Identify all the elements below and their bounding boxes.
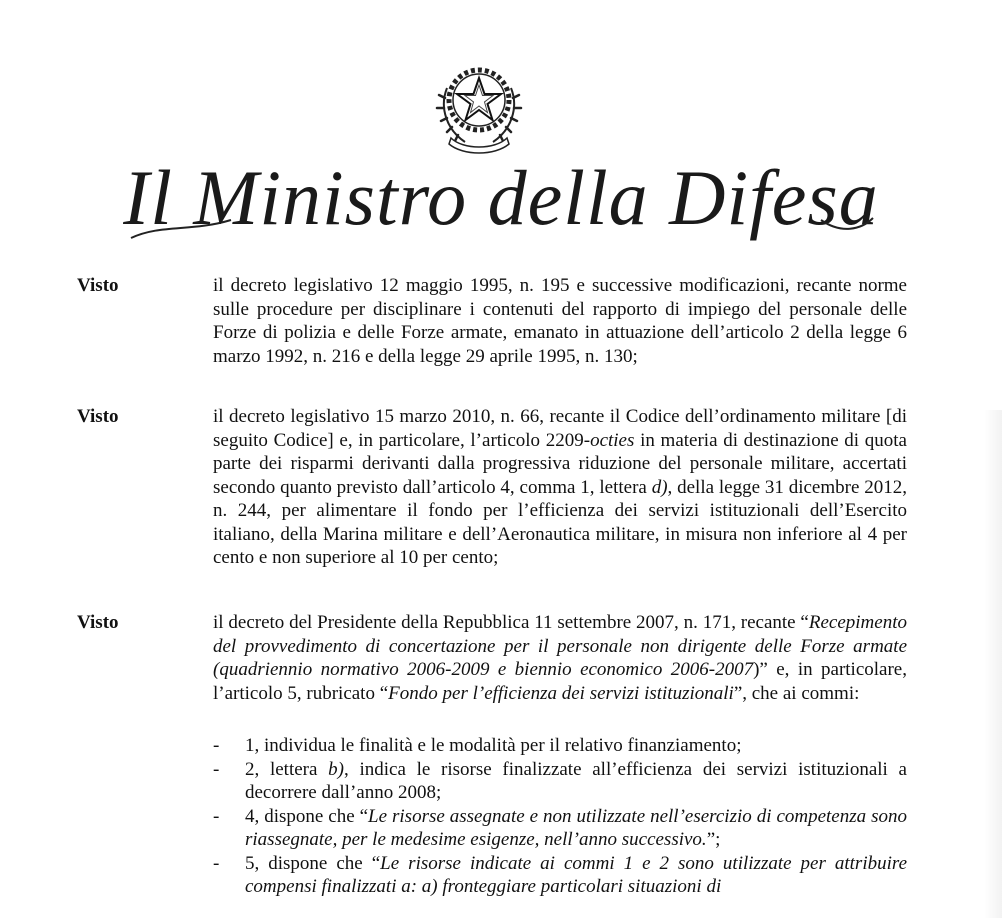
list-item (213, 805, 907, 852)
recital-text-segment: ”, che ai commi: (733, 682, 860, 704)
ministry-title-text: Il Ministro della Difesa (123, 160, 879, 241)
list-item-text: 5, dispone che “ (245, 852, 381, 874)
recital-text-segment: )” e, in particolare, l’articolo 5, rubricato “ (213, 659, 907, 704)
list-item-text: , indica le risorse finalizzate all’efficienza dei servizi istituzionali a decorrere dall’anno 2008; (245, 758, 907, 803)
list-item-text: 2, lettera (245, 758, 329, 780)
ministry-title (0, 160, 1002, 260)
recital-text (213, 405, 907, 570)
bullet-dash: - (213, 852, 220, 874)
italian-republic-emblem-icon (433, 58, 525, 154)
recital-text-italic: octies (590, 429, 635, 451)
recital-label: Visto (77, 612, 119, 633)
recital-text (213, 274, 907, 368)
list-item (213, 852, 907, 899)
recital-text-italic: d) (651, 476, 668, 498)
recital-label: Visto (77, 406, 119, 427)
recital-text-segment: , della legge 31 dicembre 2012, n. 244, per alimentare il fondo per l’efficienza dei servizi istituzionali dell’Esercito italiano, della Marina militare e dell’Aeronautica militare, in misura non inferiore al 4 per cento e non superiore al 10 per cento; (213, 476, 907, 568)
recital-text-italic: Recepimento del provvedimento di concertazione per il personale non dirigente delle Forze armate (quadriennio normativo 2006-2009 e biennio economico 2006-2007 (213, 612, 907, 680)
recital-label: Visto (77, 275, 119, 296)
scan-edge-shadow (984, 410, 1002, 918)
list-item-italic: Le risorse indicate ai commi 1 e 2 sono utilizzate per attribuire compensi finalizzati a: a) fronteggiare particolari situazioni di (245, 852, 908, 897)
recital-text-segment: il decreto legislativo 15 marzo 2010, n. 66, recante il Codice dell’ordinamento militare [di seguito Codice] e, in particolare, l’articolo 2209- (213, 406, 907, 451)
list-item-text: ”; (706, 829, 721, 850)
recital-text-italic: Fondo per l’efficienza dei servizi istituzionali (388, 682, 734, 704)
list-item (213, 758, 907, 805)
recital-text-segment: in materia di destinazione di quota parte dei risparmi derivanti dalla progressiva riduzione del personale militare, accertati secondo quanto previsto dall’articolo 4, comma 1, lettera (213, 429, 907, 498)
list-item (213, 734, 907, 758)
recital-text-segment: il decreto del Presidente della Repubblica 11 settembre 2007, n. 171, recante “ (213, 612, 809, 633)
recital-text-segment: il decreto legislativo 12 maggio 1995, n. 195 e successive modificazioni, recante norme sulle procedure per disciplinare i contenuti del rapporto di impiego del personale delle Forze di polizia e delle Forze armate, emanato in attuazione dell’articolo 2 della legge 6 marzo 1992, n. 216 e della legge 29 aprile 1995, n. 130; (213, 275, 907, 367)
list-item-text: 4, dispone che “ (245, 805, 369, 827)
bullet-dash: - (213, 758, 220, 780)
bullet-dash: - (213, 805, 220, 827)
commi-list (213, 734, 907, 899)
recital-text (213, 611, 907, 705)
list-item-italic: b) (328, 758, 344, 780)
list-item-italic: Le risorse assegnate e non utilizzate nell’esercizio di competenza sono riassegnate, per le medesime esigenze, nell’anno successivo. (245, 805, 907, 850)
bullet-dash: - (213, 735, 220, 756)
list-item-text: 1, individua le finalità e le modalità per il relativo finanziamento; (245, 735, 742, 756)
